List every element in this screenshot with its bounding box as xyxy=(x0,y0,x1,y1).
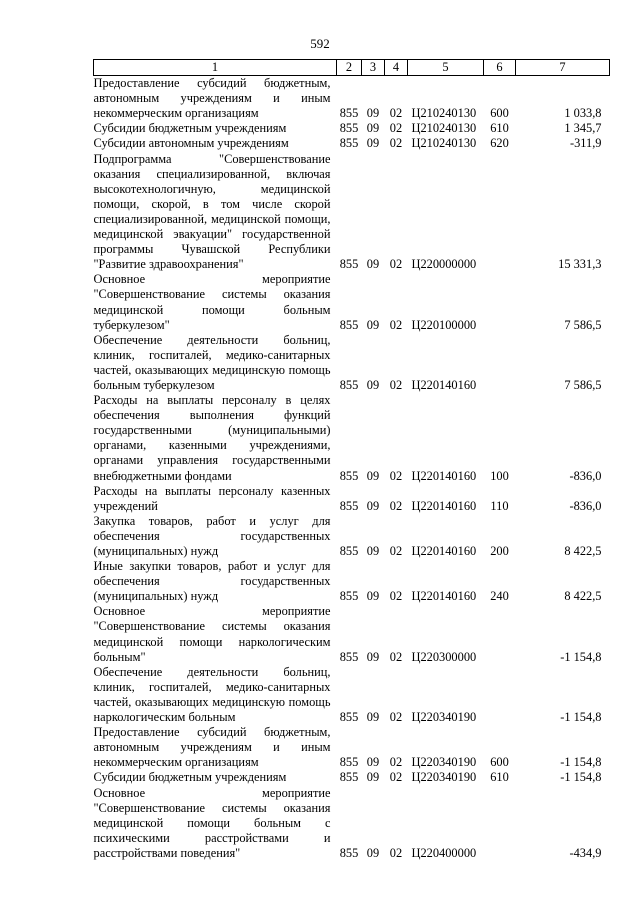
item-name-cell: Расходы на выплаты персоналу казенных учреждений xyxy=(93,483,331,513)
table-row xyxy=(94,484,610,514)
ministry-code-cell: 855 xyxy=(339,544,359,558)
target-article-code-cell: Ц220340190 xyxy=(411,755,477,770)
amount-cell: -836,0 xyxy=(569,498,602,513)
ministry-code-cell: 855 xyxy=(339,257,359,272)
expense-type-code-cell: 620 xyxy=(490,136,509,151)
table-body xyxy=(94,76,610,861)
item-name-cell: Расходы на выплаты персоналу в целях обеспечения выполнения функций государственными (муниципальными) органами, казенными учреждениями, органами управления государственными внебюджетными фондами xyxy=(93,393,331,483)
subsection-code-cell: 02 xyxy=(389,136,403,151)
item-name-cell: Основное мероприятие "Совершенствование системы оказания медицинской помощи больным туберкулезом" xyxy=(93,272,331,332)
section-code-cell: 09 xyxy=(366,589,380,604)
table-row xyxy=(94,333,610,393)
subsection-code-cell: 02 xyxy=(389,544,403,558)
target-article-code-cell: Ц220340190 xyxy=(411,770,477,785)
amount-cell: 1 345,7 xyxy=(564,121,602,136)
item-name-cell: Закупка товаров, работ и услуг для обеспечения государственных (муниципальных) нужд xyxy=(93,513,331,558)
column-header: 3 xyxy=(362,60,385,76)
expense-type-code-cell: 600 xyxy=(490,755,509,770)
subsection-code-cell: 02 xyxy=(389,755,403,770)
item-name-cell: Основное мероприятие "Совершенствование системы оказания медицинской помощи больным с психическими расстройствами и расстройствами поведения" xyxy=(93,785,331,860)
table-header-row xyxy=(94,60,610,76)
column-header: 7 xyxy=(516,60,610,76)
table-row xyxy=(94,514,610,559)
item-name-cell: Основное мероприятие "Совершенствование системы оказания медицинской помощи наркологическим больным" xyxy=(93,604,331,664)
item-name-cell: Предоставление субсидий бюджетным, автономным учреждениям и иным некоммерческим организациям xyxy=(93,725,331,770)
target-article-code-cell: Ц220400000 xyxy=(411,845,477,860)
section-code-cell: 09 xyxy=(366,257,380,272)
section-code-cell: 09 xyxy=(366,544,380,558)
table-row xyxy=(94,152,610,273)
ministry-code-cell: 855 xyxy=(339,498,359,513)
table-row xyxy=(94,559,610,604)
section-code-cell: 09 xyxy=(366,770,380,785)
item-name-cell: Субсидии автономным учреждениям xyxy=(93,136,289,151)
budget-table xyxy=(93,59,610,861)
item-name-cell: Подпрограмма "Совершенствование оказания специализированной, включая высокотехнологичную, медицинской помощи, скорой, в том числе скорой специализированной, медицинской помощи, медицинской эвакуации" государственной программы Чувашской Республики "Развитие здравоохранения" xyxy=(93,151,331,272)
item-name-cell: Обеспечение деятельности больниц, клиник, госпиталей, медико-санитарных частей, оказывающих медицинскую помощь наркологическим больным xyxy=(93,664,331,725)
target-article-code-cell: Ц220100000 xyxy=(411,317,477,332)
section-code-cell: 09 xyxy=(366,377,380,392)
subsection-code-cell: 02 xyxy=(389,649,403,664)
table-row xyxy=(94,393,610,484)
item-name-cell: Иные закупки товаров, работ и услуг для обеспечения государственных (муниципальных) нужд xyxy=(93,559,331,604)
column-header: 5 xyxy=(408,60,484,76)
subsection-code-cell: 02 xyxy=(389,377,403,392)
table-row xyxy=(94,272,610,332)
section-code-cell: 09 xyxy=(366,468,380,483)
ministry-code-cell: 855 xyxy=(339,770,359,785)
section-code-cell: 09 xyxy=(366,498,380,513)
expense-type-code-cell xyxy=(484,152,516,273)
target-article-code-cell: Ц210240130 xyxy=(411,136,477,151)
expense-type-code-cell: 600 xyxy=(490,106,509,121)
subsection-code-cell: 02 xyxy=(389,710,403,725)
amount-cell: 15 331,3 xyxy=(558,257,602,272)
item-name-cell: Субсидии бюджетным учреждениям xyxy=(93,121,287,136)
table-row xyxy=(94,770,610,785)
table-row xyxy=(94,786,610,861)
amount-cell: -434,9 xyxy=(569,845,602,860)
expense-type-code-cell: 610 xyxy=(490,770,509,785)
amount-cell: 8 422,5 xyxy=(564,589,602,604)
section-code-cell: 09 xyxy=(366,710,380,725)
amount-cell: -1 154,8 xyxy=(560,710,602,725)
section-code-cell: 09 xyxy=(366,755,380,770)
target-article-code-cell: Ц220140160 xyxy=(411,589,477,604)
subsection-code-cell: 02 xyxy=(389,498,403,513)
subsection-code-cell: 02 xyxy=(389,845,403,860)
expense-type-code-cell: 200 xyxy=(490,544,509,558)
amount-cell: 7 586,5 xyxy=(564,317,602,332)
subsection-code-cell: 02 xyxy=(389,468,403,483)
amount-cell: 7 586,5 xyxy=(564,377,602,392)
expense-type-code-cell xyxy=(484,604,516,664)
expense-type-code-cell: 110 xyxy=(490,498,509,513)
table-row xyxy=(94,76,610,122)
expense-type-code-cell: 240 xyxy=(490,589,509,604)
subsection-code-cell: 02 xyxy=(389,121,403,136)
amount-cell: 8 422,5 xyxy=(564,544,602,558)
column-header: 2 xyxy=(337,60,362,76)
target-article-code-cell: Ц220140160 xyxy=(411,468,477,483)
item-name-cell: Предоставление субсидий бюджетным, автономным учреждениям и иным некоммерческим организациям xyxy=(93,76,331,121)
expense-type-code-cell: 100 xyxy=(490,468,509,483)
table-row xyxy=(94,136,610,151)
expense-type-code-cell xyxy=(484,786,516,861)
section-code-cell: 09 xyxy=(366,121,380,136)
ministry-code-cell: 855 xyxy=(339,468,359,483)
target-article-code-cell: Ц220140160 xyxy=(411,377,477,392)
page-number: 592 xyxy=(310,36,330,51)
target-article-code-cell: Ц220340190 xyxy=(411,710,477,725)
target-article-code-cell: Ц210240130 xyxy=(411,106,477,121)
subsection-code-cell: 02 xyxy=(389,589,403,604)
amount-cell: -1 154,8 xyxy=(560,770,602,785)
amount-cell: -311,9 xyxy=(569,136,602,151)
ministry-code-cell: 855 xyxy=(339,710,359,725)
ministry-code-cell: 855 xyxy=(339,317,359,332)
section-code-cell: 09 xyxy=(366,136,380,151)
amount-cell: -836,0 xyxy=(569,468,602,483)
amount-cell: 1 033,8 xyxy=(564,106,602,121)
item-name-cell: Субсидии бюджетным учреждениям xyxy=(93,770,287,785)
expense-type-code-cell xyxy=(484,665,516,725)
target-article-code-cell: Ц220140160 xyxy=(411,544,477,558)
ministry-code-cell: 855 xyxy=(339,845,359,860)
table-row xyxy=(94,725,610,770)
expense-type-code-cell xyxy=(484,272,516,332)
ministry-code-cell: 855 xyxy=(339,377,359,392)
target-article-code-cell: Ц220300000 xyxy=(411,649,477,664)
target-article-code-cell: Ц220140160 xyxy=(411,498,477,513)
expense-type-code-cell xyxy=(484,333,516,393)
section-code-cell: 09 xyxy=(366,106,380,121)
subsection-code-cell: 02 xyxy=(389,770,403,785)
table-row xyxy=(94,665,610,725)
amount-cell: -1 154,8 xyxy=(560,649,602,664)
table-row xyxy=(94,604,610,664)
amount-cell: -1 154,8 xyxy=(560,755,602,770)
item-name-cell: Обеспечение деятельности больниц, клиник, госпиталей, медико-санитарных частей, оказывающих медицинскую помощь больным туберкулезом xyxy=(93,332,331,392)
subsection-code-cell: 02 xyxy=(389,257,403,272)
ministry-code-cell: 855 xyxy=(339,106,359,121)
ministry-code-cell: 855 xyxy=(339,589,359,604)
ministry-code-cell: 855 xyxy=(339,121,359,136)
target-article-code-cell: Ц210240130 xyxy=(411,121,477,136)
subsection-code-cell: 02 xyxy=(389,317,403,332)
section-code-cell: 09 xyxy=(366,649,380,664)
column-header: 6 xyxy=(484,60,516,76)
table-row xyxy=(94,121,610,136)
ministry-code-cell: 855 xyxy=(339,649,359,664)
subsection-code-cell: 02 xyxy=(389,106,403,121)
ministry-code-cell: 855 xyxy=(339,755,359,770)
section-code-cell: 09 xyxy=(366,317,380,332)
ministry-code-cell: 855 xyxy=(339,136,359,151)
section-code-cell: 09 xyxy=(366,845,380,860)
column-header: 4 xyxy=(385,60,408,76)
expense-type-code-cell: 610 xyxy=(490,121,509,136)
column-header: 1 xyxy=(94,60,337,76)
target-article-code-cell: Ц220000000 xyxy=(411,257,477,272)
